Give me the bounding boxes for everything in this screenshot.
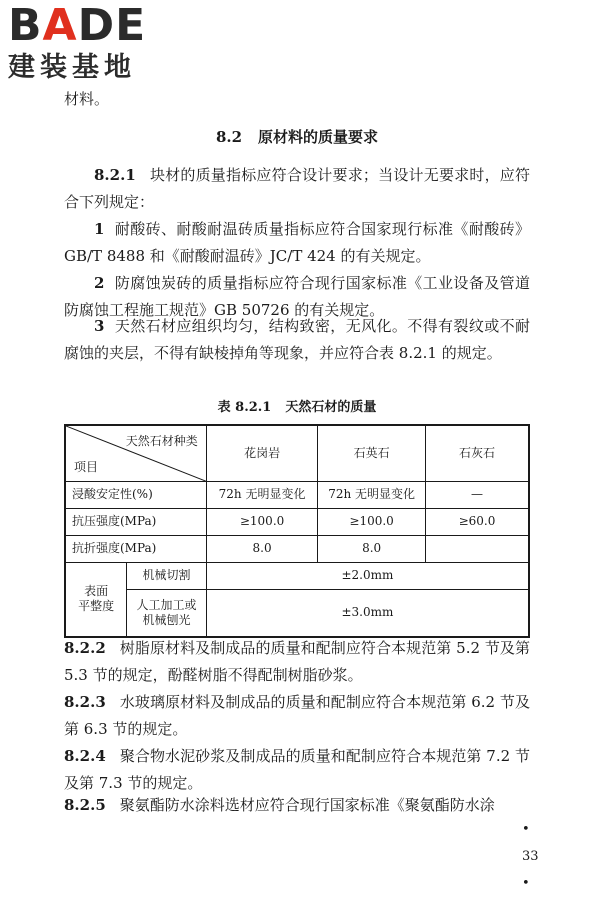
column-header: 花岗岩 bbox=[206, 425, 318, 481]
table-row bbox=[65, 508, 529, 535]
flatness-value: ±2.0mm bbox=[206, 562, 529, 589]
continuation-text: 材料。 bbox=[64, 90, 110, 108]
table-row bbox=[65, 589, 529, 637]
clause-8-2-5: 8.2.5 聚氨酯防水涂料选材应符合现行国家标准《聚氨酯防水涂 bbox=[64, 796, 495, 814]
table-cell: 72h 无明显变化 bbox=[206, 481, 318, 508]
table-cell: 8.0 bbox=[318, 535, 426, 562]
table-cell: — bbox=[425, 481, 529, 508]
column-header: 石灰石 bbox=[425, 425, 529, 481]
table-cell: ≥60.0 bbox=[425, 508, 529, 535]
logo-wordmark: BADE bbox=[8, 0, 147, 51]
clause-8-2-3: 8.2.3 水玻璃原材料及制成品的质量和配制应符合本规范第 6.2 节及第 6.3 节的规定。 bbox=[64, 693, 530, 738]
section-title: 8.2 原材料的质量要求 bbox=[215, 128, 379, 146]
header-item: 项目 bbox=[74, 459, 99, 474]
logo-subtitle: 建装基地 bbox=[8, 52, 136, 83]
flatness-method: 人工加工或 机械刨光 bbox=[127, 589, 207, 637]
row-label: 浸酸安定性(%) bbox=[65, 481, 206, 508]
stone-quality-table bbox=[64, 424, 530, 638]
clause-8-2-4: 8.2.4 聚合物水泥砂浆及制成品的质量和配制应符合本规范第 7.2 节及第 7.3 节的规定。 bbox=[64, 747, 530, 792]
table-cell: 72h 无明显变化 bbox=[318, 481, 426, 508]
clause-8-2-2: 8.2.2 树脂原材料及制成品的质量和配制应符合本规范第 5.2 节及第 5.3 节的规定，酚醛树脂不得配制树脂砂浆。 bbox=[64, 639, 530, 684]
row-label: 抗折强度(MPa) bbox=[65, 535, 206, 562]
table-header-row bbox=[65, 425, 529, 481]
table-diagonal-header bbox=[65, 425, 206, 481]
table-row bbox=[65, 481, 529, 508]
row-label: 抗压强度(MPa) bbox=[65, 508, 206, 535]
flatness-method: 机械切割 bbox=[127, 562, 207, 589]
clause-8-2-1: 8.2.1 块材的质量指标应符合设计要求；当设计无要求时，应符合下列规定： bbox=[64, 166, 530, 211]
table-cell: ≥100.0 bbox=[206, 508, 318, 535]
table-caption: 表 8.2.1 天然石材的质量 bbox=[217, 400, 377, 415]
table-cell: ≥100.0 bbox=[318, 508, 426, 535]
table-cell: 8.0 bbox=[206, 535, 318, 562]
table-row bbox=[65, 562, 529, 589]
flatness-value: ±3.0mm bbox=[206, 589, 529, 637]
table-row bbox=[65, 535, 529, 562]
table-cell bbox=[425, 535, 529, 562]
clause-8-2-1-item-2: 2 防腐蚀炭砖的质量指标应符合现行国家标准《工业设备及管道防腐蚀工程施工规范》GB 50726 的有关规定。 bbox=[64, 274, 530, 319]
flatness-label: 表面 平整度 bbox=[65, 562, 127, 637]
clause-8-2-1-item-1: 1 耐酸砖、耐酸耐温砖质量指标应符合国家现行标准《耐酸砖》GB/T 8488 和《耐酸耐温砖》JC/T 424 的有关规定。 bbox=[64, 220, 530, 265]
brand-logo bbox=[8, 0, 147, 84]
column-header: 石英石 bbox=[318, 425, 426, 481]
header-stone-type: 天然石材种类 bbox=[125, 434, 198, 448]
page-number: • 33 • bbox=[522, 822, 539, 891]
clause-8-2-1-item-3: 3 天然石材应组织均匀，结构致密，无风化。不得有裂纹或不耐腐蚀的夹层，不得有缺棱掉角等现象，并应符合表 8.2.1 的规定。 bbox=[64, 317, 530, 362]
